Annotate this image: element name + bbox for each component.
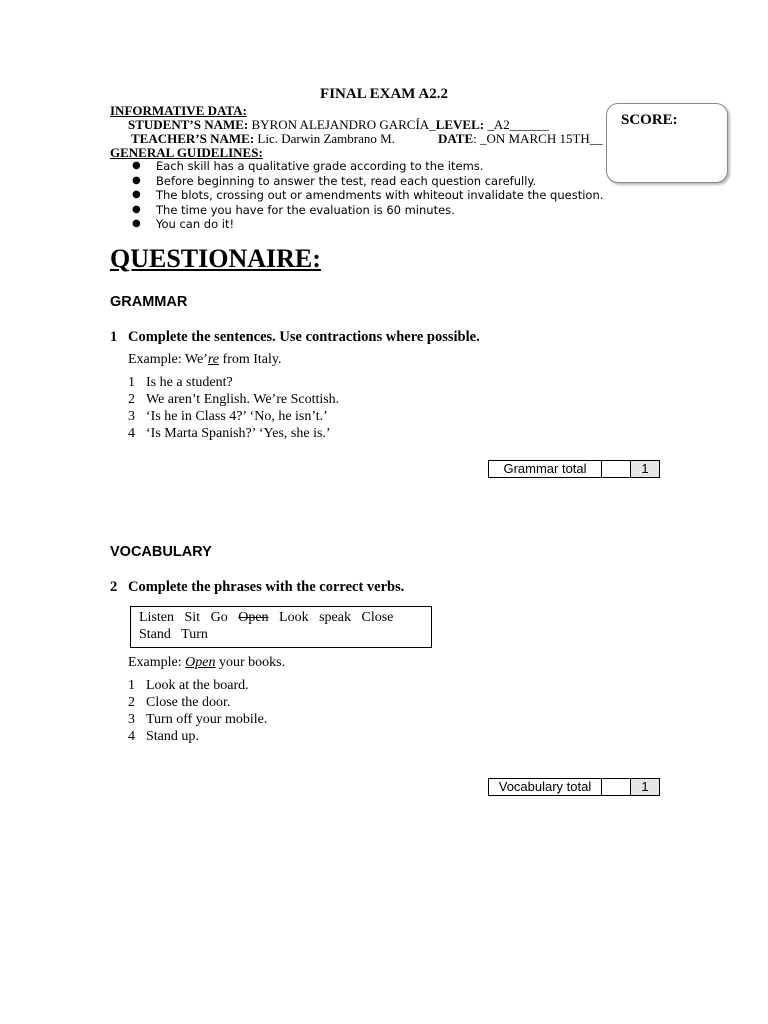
student-name-value: BYRON ALEJANDRO GARCÍA_	[248, 117, 436, 132]
guideline-item: The time you have for the evaluation is 60 minutes.	[156, 203, 455, 217]
grammar-item-text: We aren’t English. We’re Scottish.	[146, 392, 340, 407]
grammar-item-number: 4	[128, 426, 135, 441]
vocabulary-item-text: Look at the board.	[146, 678, 249, 693]
vocabulary-item-number: 2	[128, 695, 135, 710]
vocabulary-section-title: VOCABULARY	[110, 544, 212, 560]
bullet-icon: ●	[132, 218, 141, 229]
word-box-line-1: Listen Sit Go Open Look speak Close	[139, 610, 394, 625]
vocabulary-total-blank[interactable]	[602, 779, 631, 795]
vocabulary-item-number: 4	[128, 729, 135, 744]
grammar-item-number: 3	[128, 409, 135, 424]
grammar-question-text: Complete the sentences. Use contractions where possible.	[128, 329, 480, 345]
general-guidelines-heading: GENERAL GUIDELINES:	[110, 145, 263, 160]
vocabulary-item-text: Stand up.	[146, 729, 199, 744]
date-value: : _ON MARCH 15TH__	[473, 131, 603, 146]
bullet-icon: ●	[132, 204, 141, 215]
level-label: LEVEL:	[435, 117, 485, 132]
vocabulary-item-number: 3	[128, 712, 135, 727]
vocabulary-question-number: 2	[110, 579, 118, 595]
level-value: _A2______	[484, 117, 549, 132]
vocabulary-item-text: Close the door.	[146, 695, 231, 710]
teacher-name-value: Lic. Darwin Zambrano M.	[254, 131, 395, 146]
guideline-item: You can do it!	[156, 217, 235, 231]
vocabulary-question-text: Complete the phrases with the correct verbs.	[128, 579, 405, 595]
guideline-item: Before beginning to answer the test, read each question carefully.	[156, 174, 537, 188]
grammar-question-number: 1	[110, 329, 118, 345]
bullet-icon: ●	[132, 189, 141, 200]
date-line	[438, 131, 603, 146]
grammar-example: Example: We’re from Italy.	[128, 352, 282, 367]
score-box[interactable]	[606, 103, 728, 183]
vocabulary-total-value: 1	[631, 779, 659, 795]
word-box	[130, 606, 432, 648]
struck-word: Open	[238, 610, 269, 625]
teacher-name-label: TEACHER’S NAME:	[131, 131, 255, 146]
informative-data-heading: INFORMATIVE DATA:	[110, 103, 247, 118]
guideline-item: Each skill has a qualitative grade according to the items.	[156, 159, 484, 173]
word-box-line-2: Stand Turn	[139, 627, 208, 642]
date-label: DATE	[438, 131, 474, 146]
grammar-total-box	[488, 460, 660, 478]
vocabulary-example: Example: Open your books.	[128, 655, 286, 670]
grammar-item-number: 1	[128, 375, 135, 390]
student-name-line	[128, 117, 549, 132]
grammar-total-label: Grammar total	[489, 461, 602, 477]
score-label: SCORE:	[621, 112, 678, 128]
grammar-example-answer: re	[207, 352, 220, 367]
grammar-item-text: ‘Is Marta Spanish?’ ‘Yes, she is.’	[146, 426, 331, 441]
student-name-label: STUDENT’S NAME:	[128, 117, 249, 132]
grammar-total-blank[interactable]	[602, 461, 631, 477]
vocabulary-example-answer: Open	[185, 655, 216, 670]
vocabulary-total-label: Vocabulary total	[489, 779, 602, 795]
grammar-total-value: 1	[631, 461, 659, 477]
exam-title: FINAL EXAM A2.2	[320, 86, 448, 102]
teacher-name-line	[131, 131, 395, 146]
vocabulary-item-text: Turn off your mobile.	[146, 712, 268, 727]
grammar-item-text: ‘Is he in Class 4?’ ‘No, he isn’t.’	[146, 409, 328, 424]
grammar-item-number: 2	[128, 392, 135, 407]
bullet-icon: ●	[132, 175, 141, 186]
vocabulary-total-box	[488, 778, 660, 796]
vocabulary-item-number: 1	[128, 678, 135, 693]
guideline-item: The blots, crossing out or amendments with whiteout invalidate the question.	[156, 188, 604, 202]
grammar-item-text: Is he a student?	[146, 375, 233, 390]
bullet-icon: ●	[132, 160, 141, 171]
questionaire-heading: QUESTIONAIRE:	[110, 244, 321, 273]
grammar-section-title: GRAMMAR	[110, 294, 188, 310]
